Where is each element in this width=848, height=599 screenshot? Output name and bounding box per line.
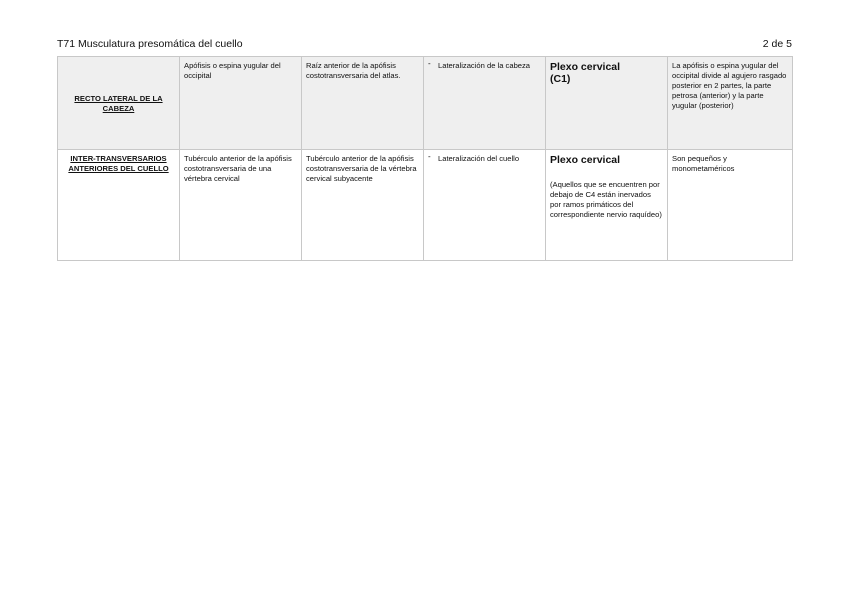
muscle-name: INTER-TRANSVERSARIOS ANTERIORES DEL CUELLO	[58, 150, 180, 261]
bullet-dash: -	[428, 152, 431, 161]
nerve-title: Plexo cervical	[550, 61, 621, 73]
notes-cell: La apófisis o espina yugular del occipital divide al agujero rasgado posterior en 2 partes, la parte petrosa (anterior) y la parte yugular (posterior)	[668, 57, 793, 150]
nerve-cell	[546, 150, 668, 261]
nerve-title: Plexo cervical	[550, 154, 621, 166]
notes-cell: Son pequeños y monometaméricos	[668, 150, 793, 261]
muscle-name: RECTO LATERAL DE LA CABEZA	[58, 57, 180, 150]
table-row	[58, 57, 793, 150]
nerve-note: (Aquellos que se encuentren por debajo de C4 están inervados por ramos primáticos del correspondiente nervio raquídeo)	[550, 180, 662, 219]
action-text: Lateralización de la cabeza	[438, 61, 531, 70]
document-title: T71 Musculatura presomática del cuello	[57, 38, 243, 50]
page-header	[57, 37, 792, 51]
origin-cell: Tubérculo anterior de la apófisis costotransversaria de una vértebra cervical	[180, 150, 302, 261]
action-cell	[424, 150, 546, 261]
insertion-cell: Raíz anterior de la apófisis costotransversaria del atlas.	[302, 57, 424, 150]
nerve-cell	[546, 57, 668, 150]
nerve-root: (C1)	[550, 73, 571, 85]
action-cell	[424, 57, 546, 150]
muscle-table	[57, 56, 793, 261]
table-row	[58, 150, 793, 261]
insertion-cell: Tubérculo anterior de la apófisis costotransversaria de la vértebra cervical subyacente	[302, 150, 424, 261]
action-text: Lateralización del cuello	[438, 154, 520, 163]
page-number: 2 de 5	[762, 38, 792, 50]
origin-cell: Apófisis o espina yugular del occipital	[180, 57, 302, 150]
bullet-dash: -	[428, 59, 431, 68]
